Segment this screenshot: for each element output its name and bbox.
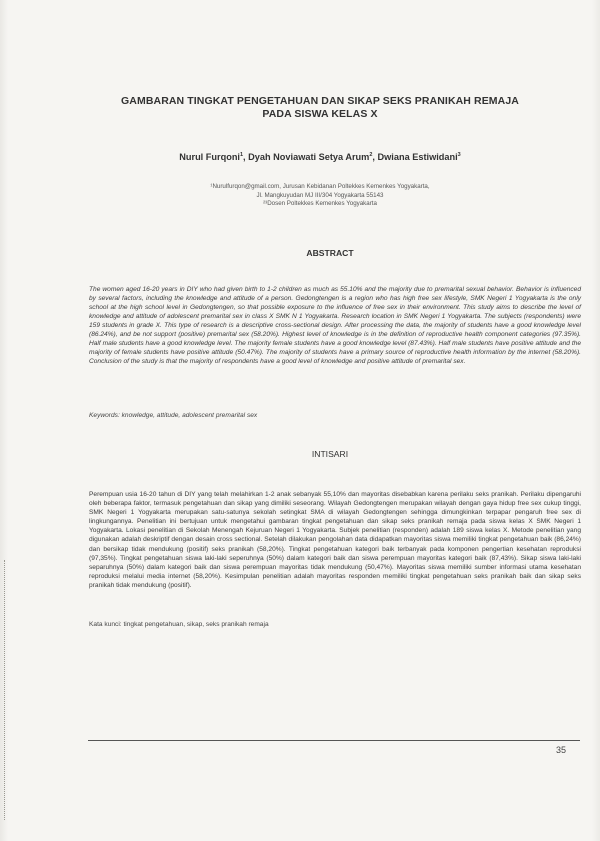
author-list: Nurul Furqoni$^1$, Dyah Noviawati Setya Arum$^2$, Dwiana Estiwidani$^3$ xyxy=(179,152,461,163)
author-name: Nurul Furqoni xyxy=(179,152,240,163)
paper-title-line-2: PADA SISWA KELAS X xyxy=(262,108,378,120)
footer-divider xyxy=(88,740,580,741)
binding-margin-marks xyxy=(4,560,8,820)
author-name: Dyah Noviawati Setya Arum xyxy=(248,152,370,163)
intisari-heading: INTISARI xyxy=(311,449,349,459)
author-superscript: 2 xyxy=(369,152,373,158)
paper-title xyxy=(60,95,580,121)
paper-title-line-1: GAMBARAN TINGKAT PENGETAHUAN DAN SIKAP SEKS PRANIKAH REMAJA xyxy=(121,95,519,107)
author-name: Dwiana Estiwidani xyxy=(377,152,458,163)
affiliation-line: ¹Nurulfurqon@gmail.com, Jurusan Kebidanan Poltekkes Kemenkes Yogyakarta, xyxy=(210,183,430,190)
affiliation-line: ²³Dosen Poltekkes Kemenkes Yogyakarta xyxy=(263,200,377,208)
affiliation-block xyxy=(120,183,520,209)
abstract-body: The women aged 16-20 years in DIY who had given birth to 1-2 children as much as 55.10% and the majority due to premarital sexual behavior. Behavior is influenced by several factors, including the knowledge and attitude of a person. Gedongtengen is a region who has high free sex lifestyle, SMK Negeri 1 Yogyakarta is the only school at the high school level in Gedongtengen, so that possible exposure to the influence of free sex in their environment. This study aims to describe the level of knowledge and attitude of adolescent premarital sex in class X SMK N 1 Yogyakarta. Research location in SMK Negeri 1 Yogyakarta. The subjects (respondents) were 159 students in grade X. This type of research is a descriptive cross-sectional design. After processing the data, the majority of students have a good knowledge level (86.24%), and be not support (positive) premarital sex (58.20%). Highest level of knowledge is in the definition of reproductive health component categories (97.35%). Half male students have a good knowledge level. The majority female students have a good knowledge level (87.43%). Half male students have positive attitude and the majority of female students have positive attitude (50.47%). The majority of students have a primary source of reproductive health information by the internet (58.20%). Conclusion of the study is that the majority of respondents have a good level of knowledge and positive attitude of premarital sex. xyxy=(89,286,581,366)
page-number: 35 xyxy=(556,745,567,755)
affiliation-line: Jl. Mangkuyudan MJ III/304 Yogyakarta 55143 xyxy=(256,191,384,199)
author-superscript: 1 xyxy=(239,152,244,158)
intisari-keywords: Kata kunci: tingkat pengetahuan, sikap, seks pranikah remaja xyxy=(89,621,269,628)
intisari-body: Perempuan usia 16-20 tahun di DIY yang telah melahirkan 1-2 anak sebanyak 55,10% dan mayoritas disebabkan karena perilaku seks pranikah. Perilaku dipengaruhi oleh beberapa faktor, termasuk pengetahuan dan sikap yang dimiliki seseorang. Wilayah Gedongtengen merupakan wilayah dengan gaya hidup free sex cukup tinggi, SMK Negeri 1 Yogyakarta merupakan satu-satunya sekolah setingkat SMA di wilayah Gedongtengen sehingga dimungkinkan terpapar pengaruh free sex di lingkungannya. Penelitian ini bertujuan untuk mengetahui gambaran tingkat pengetahuan dan sikap seks pranikah remaja pada siswa kelas X SMK Negeri 1 Yogyakarta. Lokasi penelitian di Sekolah Menengah Kejuruan Negeri 1 Yogyakarta. Subjek penelitian (responden) adalah 189 siswa kelas X. Metode penelitian yang digunakan adalah deskriptif dengan desain cross sectional. Setelah dilakukan pengolahan data didapatkan mayoritas siswa memiliki tingkat pengetahuan baik (86,24%) dan bersikap tidak mendukung (positif) seks pranikah (58,20%). Tingkat pengetahuan kategori baik terbanyak pada komponen pengertian kesehatan reproduksi (97,35%). Tingkat pengetahuan siswa laki-laki seperuhnya (50%) dalam kategori baik dan siswa perempuan mayoritas kategori baik (87,43%). Sikap siswa laki-laki separuhnya (50%) dalam kategori baik dan siswa perempuan mayoritas tidak mendukung (50,47%). Mayoritas siswa memiliki sumber informasi utama kesehatan reproduksi melalui media internet (58,20%). Kesimpulan penelitian adalah mayoritas responden memiliki tingkat pengetahuan seks pranikah baik dan sikap seks pranikah tidak mendukung (positif). xyxy=(89,491,581,589)
author-superscript: 3 xyxy=(457,152,461,158)
abstract-keywords: Keywords: knowledge, attitude, adolescent premarital sex xyxy=(89,412,258,419)
abstract-heading: ABSTRACT xyxy=(306,248,354,258)
